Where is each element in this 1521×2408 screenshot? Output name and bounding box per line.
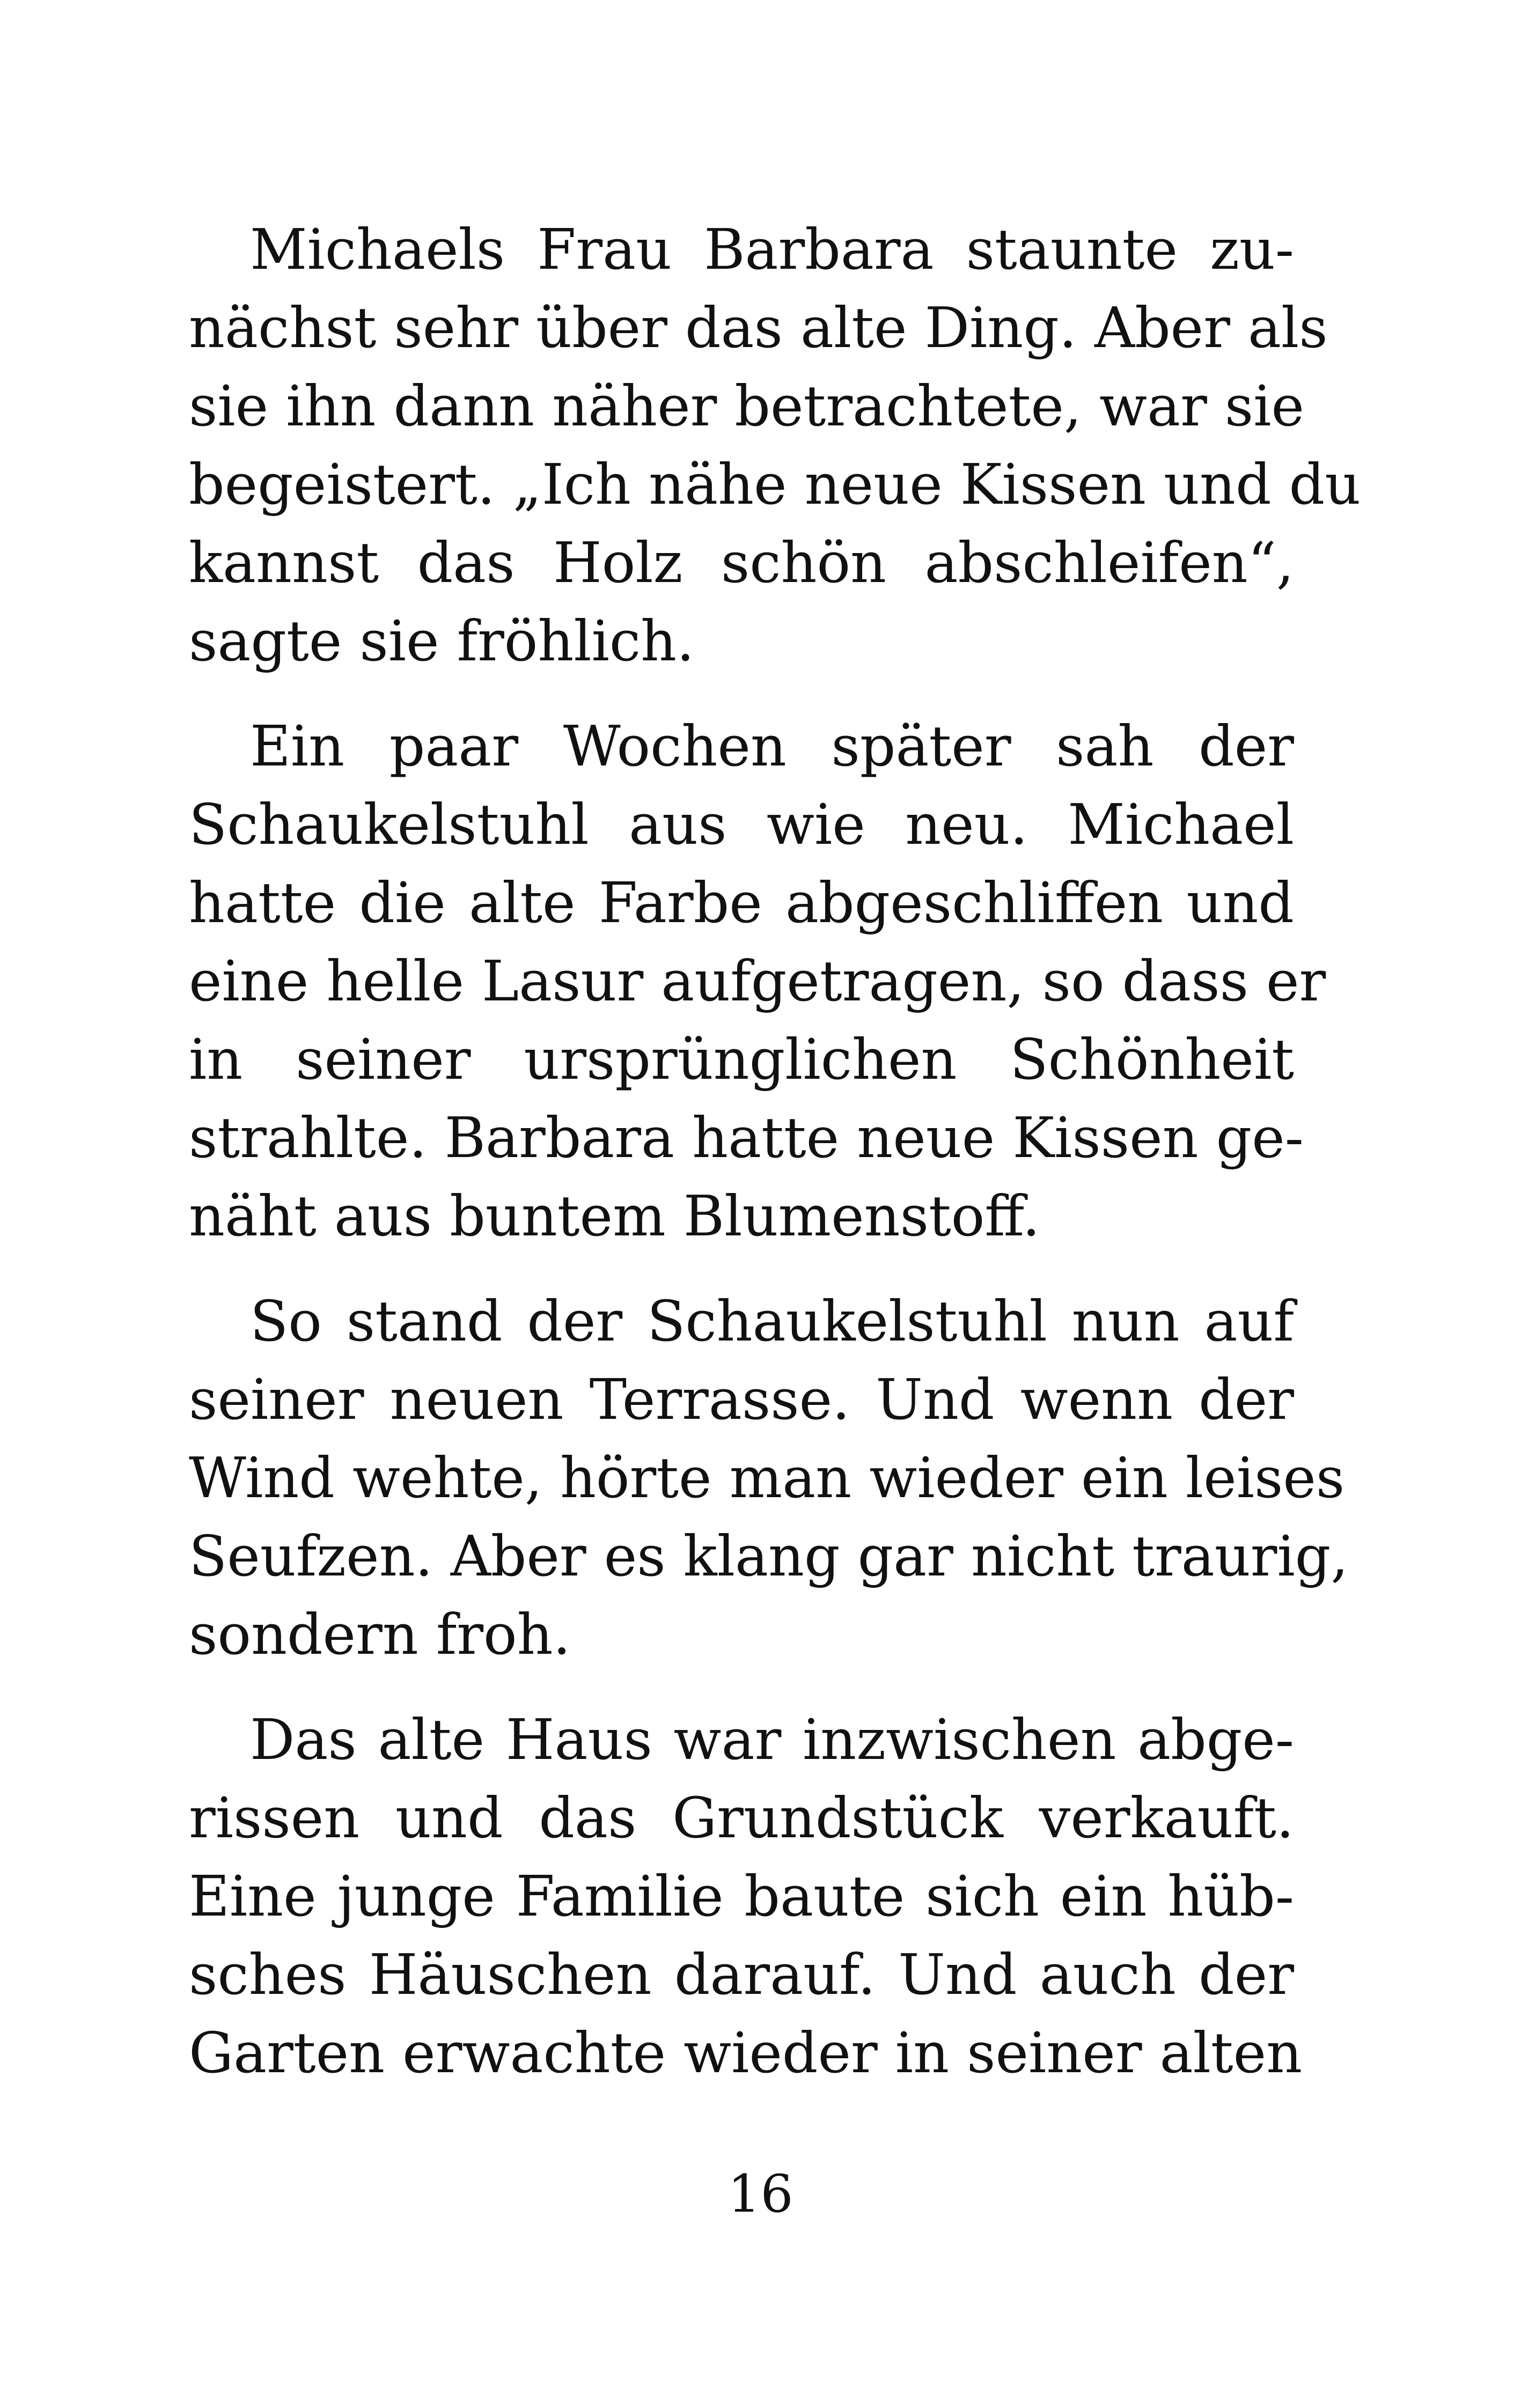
paragraph-1	[189, 210, 1361, 680]
text-line: Wind wehte, hörte man wieder ein leises	[189, 1445, 1345, 1511]
text-line: seiner neuen Terrasse. Und wenn der	[189, 1367, 1294, 1432]
text-line: rissen und das Grundstück verkauft.	[189, 1785, 1294, 1851]
text-line: strahlte. Barbara hatte neue Kissen ge-	[189, 1105, 1304, 1170]
text-line: Michaels Frau Barbara staunte zu-	[250, 217, 1294, 282]
text-line: nächst sehr über das alte Ding. Aber als	[189, 295, 1328, 360]
page-number: 16	[728, 2164, 793, 2224]
text-line: hatte die alte Farbe abgeschliffen und	[189, 870, 1294, 936]
text-line: in seiner ursprünglichen Schönheit	[189, 1027, 1294, 1092]
paragraph-3	[189, 1282, 1349, 1674]
text-line: Eine junge Familie baute sich ein hüb-	[189, 1864, 1294, 1929]
text-line: sagte sie fröhlich.	[189, 608, 695, 674]
text-line: sie ihn dann näher betrachtete, war sie	[189, 373, 1305, 439]
text-line: sondern froh.	[189, 1602, 571, 1667]
text-line: Garten erwachte wieder in seiner alten	[189, 2020, 1303, 2086]
text-line: kannst das Holz schön abschleifen“,	[189, 530, 1294, 595]
text-line: eine helle Lasur aufgetragen, so dass er	[189, 948, 1326, 1014]
text-line: Schaukelstuhl aus wie neu. Michael	[189, 792, 1294, 857]
body-text	[189, 210, 1361, 2119]
text-line: näht aus buntem Blumenstoff.	[189, 1183, 1040, 1249]
text-line: Ein paar Wochen später sah der	[250, 713, 1294, 779]
text-line: Das alte Haus war inzwischen abge-	[250, 1707, 1294, 1772]
text-line: sches Häuschen darauf. Und auch der	[189, 1942, 1294, 2007]
text-line: So stand der Schaukelstuhl nun auf	[250, 1288, 1294, 1354]
text-line: begeistert. „Ich nähe neue Kissen und du	[189, 452, 1361, 517]
text-line: Seufzen. Aber es klang gar nicht traurig,	[189, 1523, 1349, 1589]
paragraph-2	[189, 707, 1326, 1255]
paragraph-4	[189, 1700, 1303, 2092]
